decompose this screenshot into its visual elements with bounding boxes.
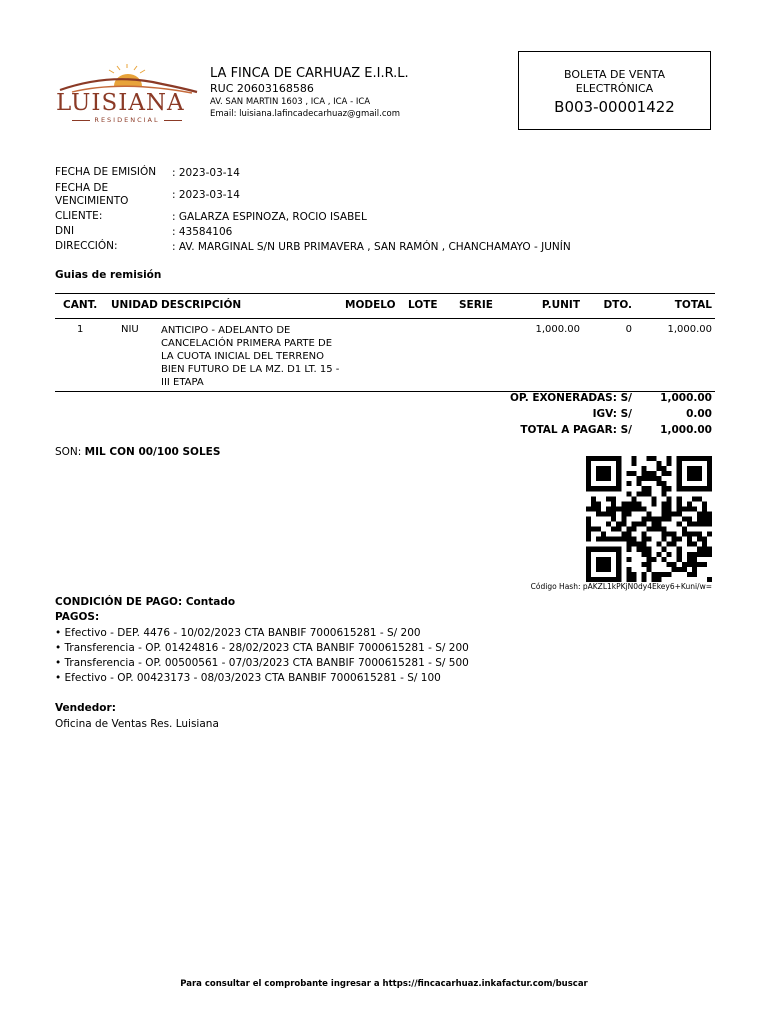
info-row-vencimiento bbox=[55, 180, 715, 209]
qr-modules bbox=[586, 456, 712, 582]
info-label: FECHA DE VENCIMIENTO bbox=[55, 181, 129, 207]
company-logo bbox=[52, 62, 202, 128]
info-value: : 2023-03-14 bbox=[172, 188, 240, 201]
col-serie: SERIE bbox=[459, 299, 493, 311]
info-row-cliente bbox=[55, 209, 715, 224]
company-email: Email: luisiana.lafincadecarhuaz@gmail.com bbox=[210, 109, 401, 119]
document-type-line1: BOLETA DE VENTA bbox=[564, 68, 665, 81]
info-value: : 43584106 bbox=[172, 225, 233, 238]
cell-unidad: NIU bbox=[121, 324, 139, 335]
company-address: AV. SAN MARTIN 1603 , ICA , ICA - ICA bbox=[210, 97, 371, 107]
info-row-emision bbox=[55, 165, 715, 180]
logo-subtitle-text: RESIDENCIAL bbox=[94, 116, 160, 124]
footer-note: Para consultar el comprobante ingresar a https://fincacarhuaz.inkafactur.com/buscar bbox=[180, 979, 588, 989]
table-row bbox=[55, 319, 715, 392]
cell-punit: 1,000.00 bbox=[535, 324, 580, 335]
items-table bbox=[55, 293, 715, 392]
total-label: IGV: S/ bbox=[592, 408, 632, 420]
total-row-pagar bbox=[400, 422, 712, 438]
info-row-dni bbox=[55, 224, 715, 239]
guias-heading: Guias de remisión bbox=[55, 269, 162, 281]
logo-subtitle bbox=[72, 116, 182, 124]
cell-dto: 0 bbox=[625, 324, 632, 335]
info-label: DNI bbox=[55, 225, 75, 237]
seller-info bbox=[55, 701, 219, 732]
payment-item: • Efectivo - OP. 00423173 - 08/03/2023 CTA BANBIF 7000615281 - S/ 100 bbox=[55, 672, 441, 685]
col-dto: DTO. bbox=[603, 299, 632, 311]
payment-item: • Efectivo - DEP. 4476 - 10/02/2023 CTA BANBIF 7000615281 - S/ 200 bbox=[55, 626, 421, 639]
payment-item: • Transferencia - OP. 00500561 - 07/03/2023 CTA BANBIF 7000615281 - S/ 500 bbox=[55, 657, 469, 670]
amount-in-words bbox=[55, 446, 220, 458]
info-value: : AV. MARGINAL S/N URB PRIMAVERA , SAN RAMÓN , CHANCHAMAYO - JUNÍN bbox=[172, 240, 571, 253]
col-cant: CANT. bbox=[63, 299, 98, 311]
invoice-info bbox=[55, 165, 715, 254]
info-label: CLIENTE: bbox=[55, 210, 103, 222]
vendedor-value: Oficina de Ventas Res. Luisiana bbox=[55, 717, 219, 730]
info-label: FECHA DE EMISIÓN bbox=[55, 166, 157, 178]
table-header bbox=[55, 293, 715, 319]
total-label: OP. EXONERADAS: S/ bbox=[510, 392, 632, 404]
payment-conditions bbox=[55, 595, 469, 687]
son-amount: MIL CON 00/100 SOLES bbox=[84, 446, 221, 458]
total-value: 0.00 bbox=[686, 408, 712, 420]
cell-total: 1,000.00 bbox=[667, 324, 712, 335]
total-value: 1,000.00 bbox=[660, 392, 712, 404]
cell-descripcion: ANTICIPO - ADELANTO DE CANCELACIÓN PRIMERA PARTE DE LA CUOTA INICIAL DEL TERRENO BIEN FUTURO DE LA MZ. D1 LT. 15 - III ETAPA bbox=[161, 325, 340, 388]
qr-code-icon bbox=[586, 456, 712, 582]
vendedor-label: Vendedor: bbox=[55, 702, 116, 714]
col-modelo: MODELO bbox=[345, 299, 396, 311]
condicion-pago: CONDICIÓN DE PAGO: Contado bbox=[55, 596, 236, 608]
company-info bbox=[210, 66, 409, 120]
company-ruc: RUC 20603168586 bbox=[210, 82, 314, 95]
info-value: : 2023-03-14 bbox=[172, 166, 240, 179]
document-type-line2: ELECTRÓNICA bbox=[575, 82, 654, 95]
col-total: TOTAL bbox=[674, 299, 712, 311]
company-name: LA FINCA DE CARHUAZ E.I.R.L. bbox=[210, 66, 409, 81]
document-type-box bbox=[518, 51, 711, 130]
payment-item: • Transferencia - OP. 01424816 - 28/02/2023 CTA BANBIF 7000615281 - S/ 200 bbox=[55, 641, 469, 654]
total-row-igv bbox=[400, 406, 712, 422]
col-lote: LOTE bbox=[408, 299, 438, 311]
totals-block bbox=[400, 390, 712, 438]
total-value: 1,000.00 bbox=[660, 424, 712, 436]
document-number: B003-00001422 bbox=[554, 98, 675, 116]
logo-brand: LUISIANA bbox=[56, 90, 185, 116]
info-label: DIRECCIÓN: bbox=[55, 240, 118, 252]
total-row-exoneradas bbox=[400, 390, 712, 406]
col-unidad: UNIDAD bbox=[111, 299, 158, 311]
total-label: TOTAL A PAGAR: S/ bbox=[520, 424, 632, 436]
cell-cant: 1 bbox=[77, 324, 84, 335]
son-prefix: SON: bbox=[55, 446, 82, 458]
col-punit: P.UNIT bbox=[541, 299, 580, 311]
info-value: : GALARZA ESPINOZA, ROCIO ISABEL bbox=[172, 210, 367, 223]
info-row-direccion bbox=[55, 239, 715, 254]
pagos-label: PAGOS: bbox=[55, 611, 100, 624]
hash-code: Código Hash: pAKZL1kPKjN0dy4Ekey6+Kuni/w= bbox=[530, 582, 712, 591]
col-descripcion: DESCRIPCIÓN bbox=[161, 299, 242, 311]
